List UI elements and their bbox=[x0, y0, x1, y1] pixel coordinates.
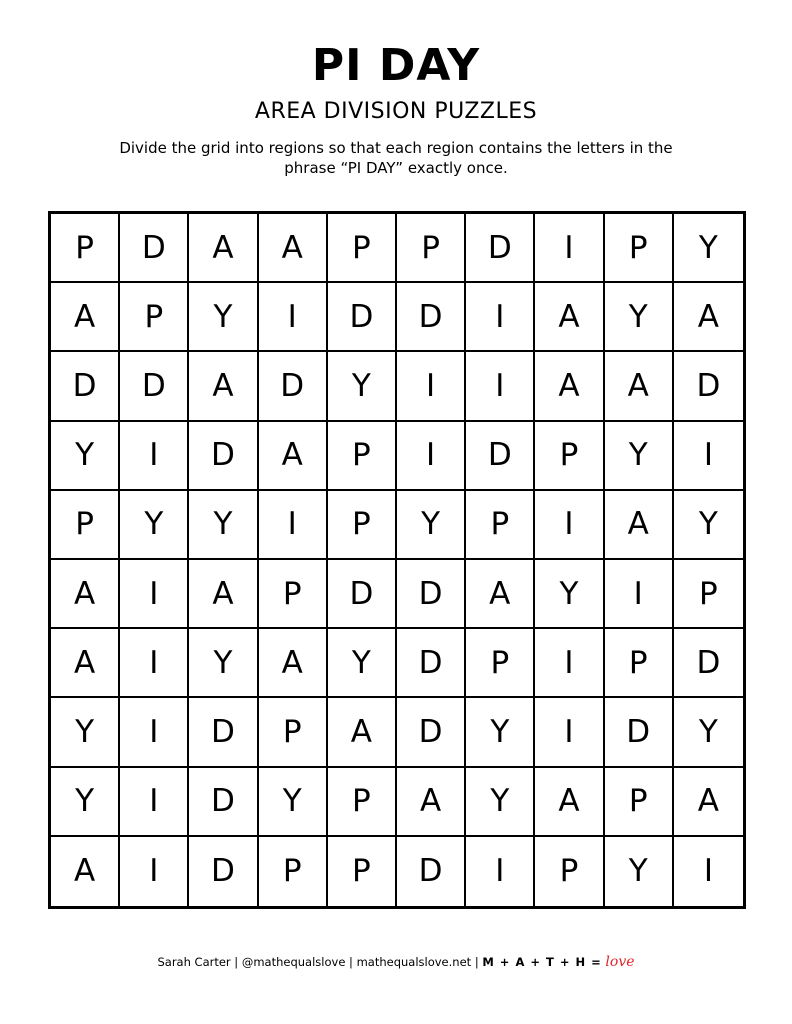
grid-cell: Y bbox=[466, 768, 535, 837]
grid-cell: P bbox=[535, 837, 604, 906]
grid-cell: I bbox=[535, 214, 604, 283]
grid-cell: I bbox=[535, 491, 604, 560]
page-subtitle: AREA DIVISION PUZZLES bbox=[254, 99, 538, 124]
grid-cell: Y bbox=[535, 560, 604, 629]
grid-cell: P bbox=[674, 560, 743, 629]
grid-cell: D bbox=[328, 560, 397, 629]
grid-cell: Y bbox=[674, 698, 743, 767]
grid-cell: D bbox=[189, 768, 258, 837]
grid-cell: A bbox=[51, 283, 120, 352]
grid-cell: D bbox=[397, 560, 466, 629]
grid-cell: I bbox=[466, 283, 535, 352]
grid-cell: I bbox=[397, 422, 466, 491]
grid-cell: Y bbox=[189, 491, 258, 560]
grid-cell: A bbox=[259, 422, 328, 491]
grid-cell: I bbox=[120, 629, 189, 698]
grid-cell: P bbox=[259, 837, 328, 906]
grid-cell: D bbox=[466, 214, 535, 283]
grid-cell: Y bbox=[328, 352, 397, 421]
grid-cell: Y bbox=[120, 491, 189, 560]
grid-cell: Y bbox=[189, 283, 258, 352]
grid-cell: Y bbox=[51, 422, 120, 491]
grid-cell: P bbox=[259, 698, 328, 767]
grid-cell: I bbox=[674, 422, 743, 491]
grid-cell: I bbox=[120, 837, 189, 906]
footer-love: love bbox=[605, 954, 635, 970]
grid-cell: A bbox=[674, 768, 743, 837]
grid-cell: D bbox=[259, 352, 328, 421]
grid-cell: P bbox=[51, 491, 120, 560]
grid-cell: P bbox=[259, 560, 328, 629]
grid-cell: D bbox=[397, 283, 466, 352]
grid-cell: P bbox=[328, 768, 397, 837]
grid-cell: P bbox=[397, 214, 466, 283]
grid-cell: I bbox=[703, 853, 713, 890]
grid-cell: A bbox=[397, 768, 466, 837]
grid-cell: A bbox=[51, 837, 120, 906]
grid-cell: Y bbox=[51, 698, 120, 767]
grid-cell: D bbox=[397, 698, 466, 767]
grid-cell: D bbox=[189, 422, 258, 491]
grid-cell: A bbox=[535, 352, 604, 421]
footer-brand: M + A + T + H = bbox=[482, 955, 602, 969]
grid-cell: I bbox=[120, 422, 189, 491]
grid-cell: I bbox=[466, 837, 535, 906]
grid-cell: P bbox=[120, 283, 189, 352]
grid-cell: I bbox=[535, 629, 604, 698]
grid-cell: A bbox=[605, 491, 674, 560]
grid-cell: P bbox=[328, 491, 397, 560]
grid-cell: P bbox=[466, 491, 535, 560]
footer bbox=[0, 954, 792, 970]
grid-cell: D bbox=[189, 698, 258, 767]
grid-cell: A bbox=[51, 560, 120, 629]
grid-cell: P bbox=[328, 214, 397, 283]
instructions: Divide the grid into regions so that each region contains the letters in the phrase “PI DAY” exactly once. bbox=[119, 139, 673, 177]
grid-cell: Y bbox=[674, 491, 743, 560]
grid-cell: Y bbox=[605, 283, 674, 352]
grid-cell: Y bbox=[397, 491, 466, 560]
grid-cell: D bbox=[51, 352, 120, 421]
grid-cell: Y bbox=[605, 837, 674, 906]
grid-cell: I bbox=[120, 768, 189, 837]
grid-cell: A bbox=[466, 560, 535, 629]
grid-cell: A bbox=[51, 629, 120, 698]
grid-cell: I bbox=[535, 698, 604, 767]
grid-cell: D bbox=[674, 352, 743, 421]
grid-cell: I bbox=[605, 560, 674, 629]
grid-cell: A bbox=[535, 768, 604, 837]
grid-cell: A bbox=[259, 629, 328, 698]
grid-cell: Y bbox=[466, 698, 535, 767]
grid-cell: Y bbox=[674, 214, 743, 283]
grid-cell: Y bbox=[189, 629, 258, 698]
grid-cell: I bbox=[397, 352, 466, 421]
grid-cell: I bbox=[120, 560, 189, 629]
grid-cell: D bbox=[674, 629, 743, 698]
grid-cell: A bbox=[259, 214, 328, 283]
grid-cell: I bbox=[259, 283, 328, 352]
grid-cell: A bbox=[605, 352, 674, 421]
grid-cell: P bbox=[466, 629, 535, 698]
grid-cell: P bbox=[328, 837, 397, 906]
grid-cell: P bbox=[535, 422, 604, 491]
grid-cell: I bbox=[120, 698, 189, 767]
grid-cell: D bbox=[397, 629, 466, 698]
grid-cell: P bbox=[328, 422, 397, 491]
grid-cell: P bbox=[605, 768, 674, 837]
grid-cell: I bbox=[466, 352, 535, 421]
grid-cell: D bbox=[397, 837, 466, 906]
grid-cell: D bbox=[189, 837, 258, 906]
grid-cell: A bbox=[674, 283, 743, 352]
footer-credits: Sarah Carter | @mathequalslove | mathequalslove.net | bbox=[157, 955, 479, 969]
grid-cell: P bbox=[605, 214, 674, 283]
grid-cell: A bbox=[189, 560, 258, 629]
grid-cell: A bbox=[535, 283, 604, 352]
grid-cell: I bbox=[259, 491, 328, 560]
page-title: PI DAY bbox=[311, 40, 481, 91]
grid-cell: P bbox=[605, 629, 674, 698]
puzzle-grid bbox=[48, 211, 746, 909]
grid-cell: D bbox=[466, 422, 535, 491]
grid-cell: Y bbox=[605, 422, 674, 491]
grid-cell: P bbox=[51, 214, 120, 283]
grid-cell: A bbox=[328, 698, 397, 767]
grid-cell: D bbox=[328, 283, 397, 352]
grid-cell: Y bbox=[328, 629, 397, 698]
grid-cell: A bbox=[189, 352, 258, 421]
grid-cell: Y bbox=[259, 768, 328, 837]
grid-cell: D bbox=[605, 698, 674, 767]
grid-cell: Y bbox=[51, 768, 120, 837]
grid-cell: D bbox=[120, 352, 189, 421]
grid-cell: A bbox=[189, 214, 258, 283]
grid-cell: D bbox=[120, 214, 189, 283]
